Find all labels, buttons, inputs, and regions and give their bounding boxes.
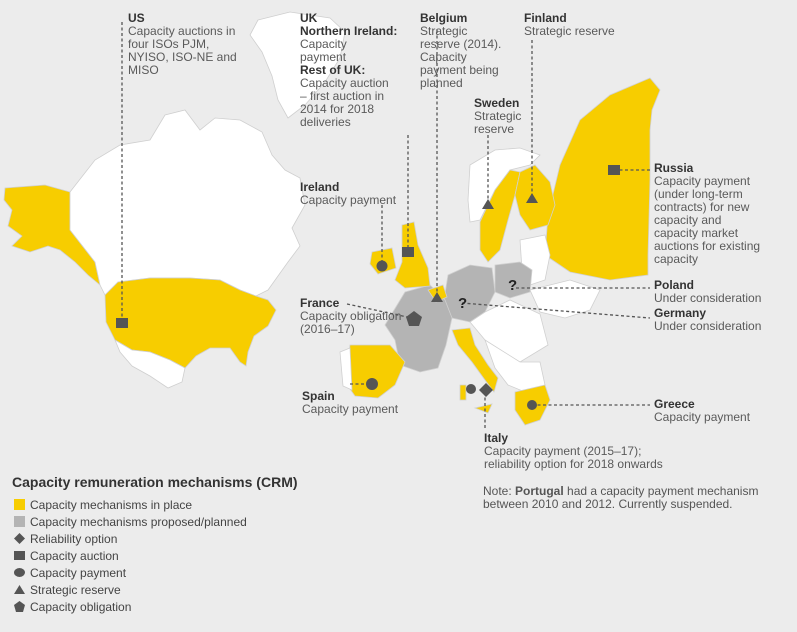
greece-payment-marker — [527, 400, 537, 410]
germany-title: Germany — [654, 306, 707, 320]
belgium-desc: Strategic reserve (2014). Capacity payment being planned — [420, 24, 502, 90]
canada-shape — [70, 110, 305, 296]
note-text: had a capacity payment mechanism between 2010 and 2012. Currently suspended. — [483, 484, 759, 511]
legend — [12, 474, 298, 615]
legend-title: Capacity remuneration mechanisms (CRM) — [12, 474, 298, 490]
russia-auction-marker — [608, 165, 620, 175]
legend-label: Capacity obligation — [30, 599, 132, 614]
ireland-label — [300, 181, 396, 207]
greece-title: Greece — [654, 397, 695, 411]
finland-title: Finland — [524, 11, 567, 25]
note-country: Portugal — [515, 484, 564, 498]
legend-label: Capacity mechanisms in place — [30, 497, 193, 512]
pentagon-icon — [14, 601, 25, 612]
belgium-title: Belgium — [420, 11, 468, 25]
greece-label — [654, 398, 750, 424]
sweden-label — [474, 97, 521, 136]
us-label — [128, 12, 237, 77]
spain-payment-marker — [366, 378, 378, 390]
russia-label — [654, 162, 760, 266]
uk-title: UK — [300, 11, 318, 25]
legend-item-in-place — [12, 496, 298, 513]
italy-desc: Capacity payment (2015–17); reliability option for 2018 onwards — [484, 444, 663, 471]
russia-desc: Capacity payment (under long-term contracts) for new capacity and capacity market auctions for existing capacity — [654, 174, 761, 266]
circle-icon — [14, 567, 25, 578]
finland-shape — [515, 165, 555, 230]
uk-label — [300, 12, 397, 129]
russia-title: Russia — [654, 161, 694, 175]
belgium-label — [420, 12, 501, 90]
legend-label: Capacity mechanisms proposed/planned — [30, 514, 247, 529]
legend-item-reserve — [12, 581, 298, 598]
legend-item-proposed — [12, 513, 298, 530]
sweden-desc: Strategic reserve — [474, 109, 522, 136]
germany-label — [654, 307, 761, 333]
legend-item-reliability — [12, 530, 298, 547]
us-title: US — [128, 11, 145, 25]
yellow-square-icon — [14, 499, 25, 510]
legend-label: Reliability option — [30, 531, 118, 546]
uk-auction-marker — [402, 247, 414, 257]
note-prefix: Note: — [483, 484, 516, 498]
diamond-icon — [14, 533, 25, 544]
italy-payment-marker — [466, 384, 476, 394]
triangle-icon — [14, 584, 25, 595]
us-desc: Capacity auctions in four ISOs PJM, NYISO, ISO-NE and MISO — [128, 24, 237, 77]
ireland-title: Ireland — [300, 180, 340, 194]
poland-desc: Under consideration — [654, 291, 762, 305]
sardinia-shape — [460, 385, 466, 400]
gray-square-icon — [14, 516, 25, 527]
uk-desc-rest: Capacity auction – first auction in 2014 for 2018 deliveries — [300, 76, 389, 129]
germany-desc: Under consideration — [654, 319, 762, 333]
ireland-desc: Capacity payment — [300, 193, 397, 207]
italy-label — [484, 432, 663, 471]
finland-desc: Strategic reserve — [524, 24, 615, 38]
legend-label: Strategic reserve — [30, 582, 121, 597]
ukraine-shape — [530, 280, 600, 318]
france-label — [300, 297, 401, 336]
uk-sub-ni: Northern Ireland: — [300, 24, 398, 38]
legend-label: Capacity auction — [30, 548, 119, 563]
sweden-title: Sweden — [474, 96, 520, 110]
legend-item-obligation — [12, 598, 298, 615]
legend-label: Capacity payment — [30, 565, 127, 580]
italy-title: Italy — [484, 431, 509, 445]
legend-item-payment — [12, 564, 298, 581]
spain-title: Spain — [302, 389, 335, 403]
poland-title: Poland — [654, 278, 695, 292]
finland-label — [524, 12, 615, 38]
france-desc: Capacity obligation (2016–17) — [300, 309, 402, 336]
poland-question-mark: ? — [508, 277, 518, 294]
uk-desc-ni: Capacity payment — [300, 37, 347, 64]
poland-label — [654, 279, 761, 305]
germany-question-mark: ? — [458, 295, 468, 312]
square-icon — [14, 550, 25, 561]
sicily-shape — [475, 404, 492, 413]
legend-item-auction — [12, 547, 298, 564]
france-title: France — [300, 296, 340, 310]
us-auction-marker — [116, 318, 128, 328]
portugal-note — [483, 485, 783, 511]
spain-desc: Capacity payment — [302, 402, 399, 416]
uk-sub-rest: Rest of UK: — [300, 63, 366, 77]
russia-shape — [545, 78, 660, 280]
ireland-payment-marker — [377, 261, 388, 272]
greece-desc: Capacity payment — [654, 410, 751, 424]
spain-label — [302, 390, 398, 416]
